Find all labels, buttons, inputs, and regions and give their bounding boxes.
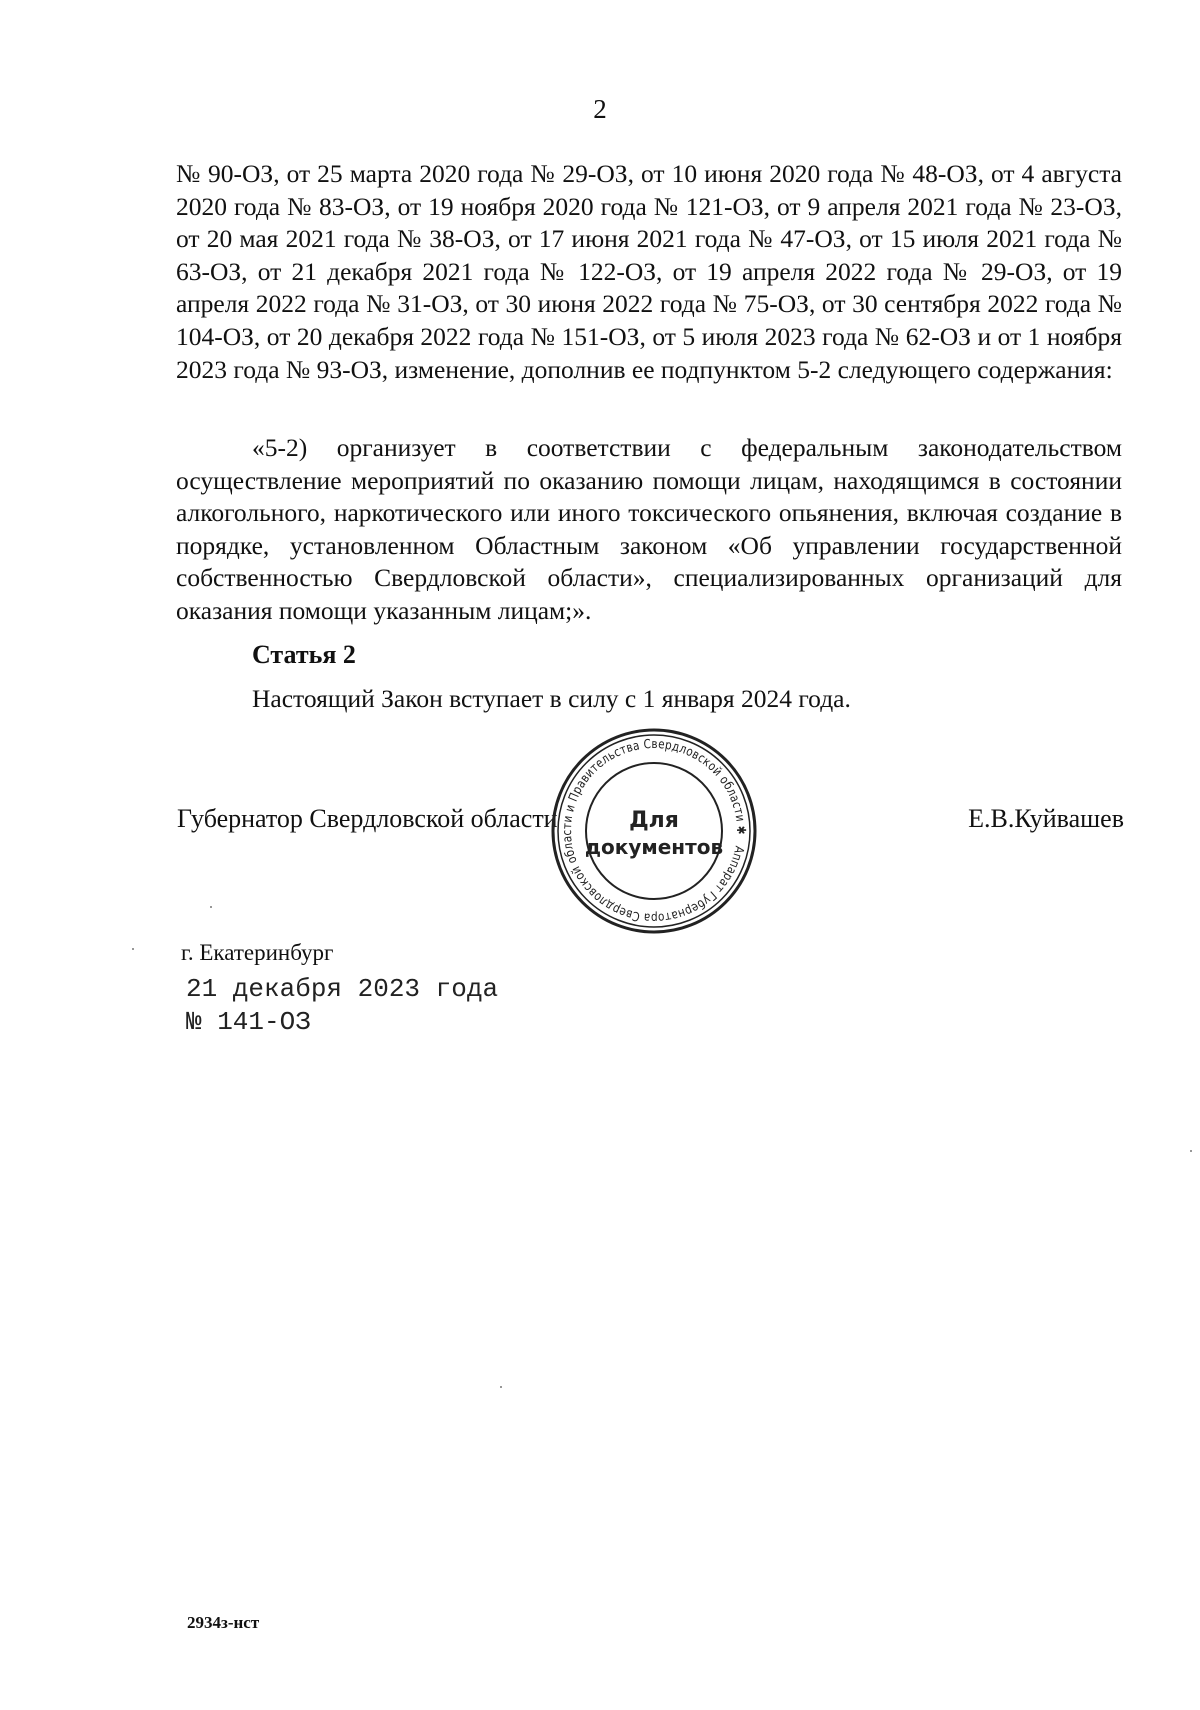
- page-number: 2: [593, 94, 607, 124]
- svg-text:Для: Для: [629, 808, 679, 833]
- place-of-signing: г. Екатеринбург: [181, 940, 334, 965]
- law-date: 21 декабря 2023 года: [186, 974, 499, 1004]
- governor-name: Е.В.Куйвашев: [968, 804, 1124, 833]
- scan-speck: [1190, 1150, 1192, 1152]
- paragraph-subclause-5-2: «5-2) организует в соответствии с федеральным законодательством осуществление мероприятий по оказанию помощи лицам, находящимся в состоянии алкогольного, наркотического или иного токсического опьянения, включая создание в порядке, установленном Областным законом «Об управлении государственной собственностью Свердловской области», специализированных организаций для оказания помощи указанным лицам;».: [176, 433, 1122, 625]
- footer-code: 2934з-нст: [187, 1613, 260, 1632]
- scan-speck: [132, 948, 134, 950]
- article-title: Статья 2: [252, 640, 356, 669]
- scan-speck: [500, 1386, 502, 1388]
- official-stamp: [549, 726, 759, 936]
- scan-speck: [210, 906, 212, 908]
- law-number: № 141-ОЗ: [186, 1007, 311, 1037]
- svg-text:документов: документов: [584, 835, 724, 859]
- governor-title: Губернатор Свердловской области: [177, 804, 558, 833]
- svg-text:Аппарат Губернатора Свердловск: Аппарат Губернатора Свердловской области и Правительства Свердловской области ✱: [558, 735, 750, 927]
- article-text: Настоящий Закон вступает в силу с 1 января 2024 года.: [252, 684, 851, 713]
- law-date-and-number: [186, 973, 498, 1039]
- paragraph-amendments-list: № 90-ОЗ, от 25 марта 2020 года № 29-ОЗ, от 10 июня 2020 года № 48-ОЗ, от 4 августа 2020 года № 83-ОЗ, от 19 ноября 2020 года № 121-ОЗ, от 9 апреля 2021 года № 23-ОЗ, от 20 мая 2021 года № 38-ОЗ, от 17 июня 2021 года № 47-ОЗ, от 15 июля 2021 года № 63-ОЗ, от 21 декабря 2021 года № 122-ОЗ, от 19 апреля 2022 года № 29-ОЗ, от 19 апреля 2022 года № 31-ОЗ, от 30 июня 2022 года № 75-ОЗ, от 30 сентября 2022 года № 104-ОЗ, от 20 декабря 2022 года № 151-ОЗ, от 5 июля 2023 года № 62-ОЗ и от 1 ноября 2023 года № 93-ОЗ, изменение, дополнив ее подпунктом 5-2 следующего содержания:: [176, 159, 1122, 384]
